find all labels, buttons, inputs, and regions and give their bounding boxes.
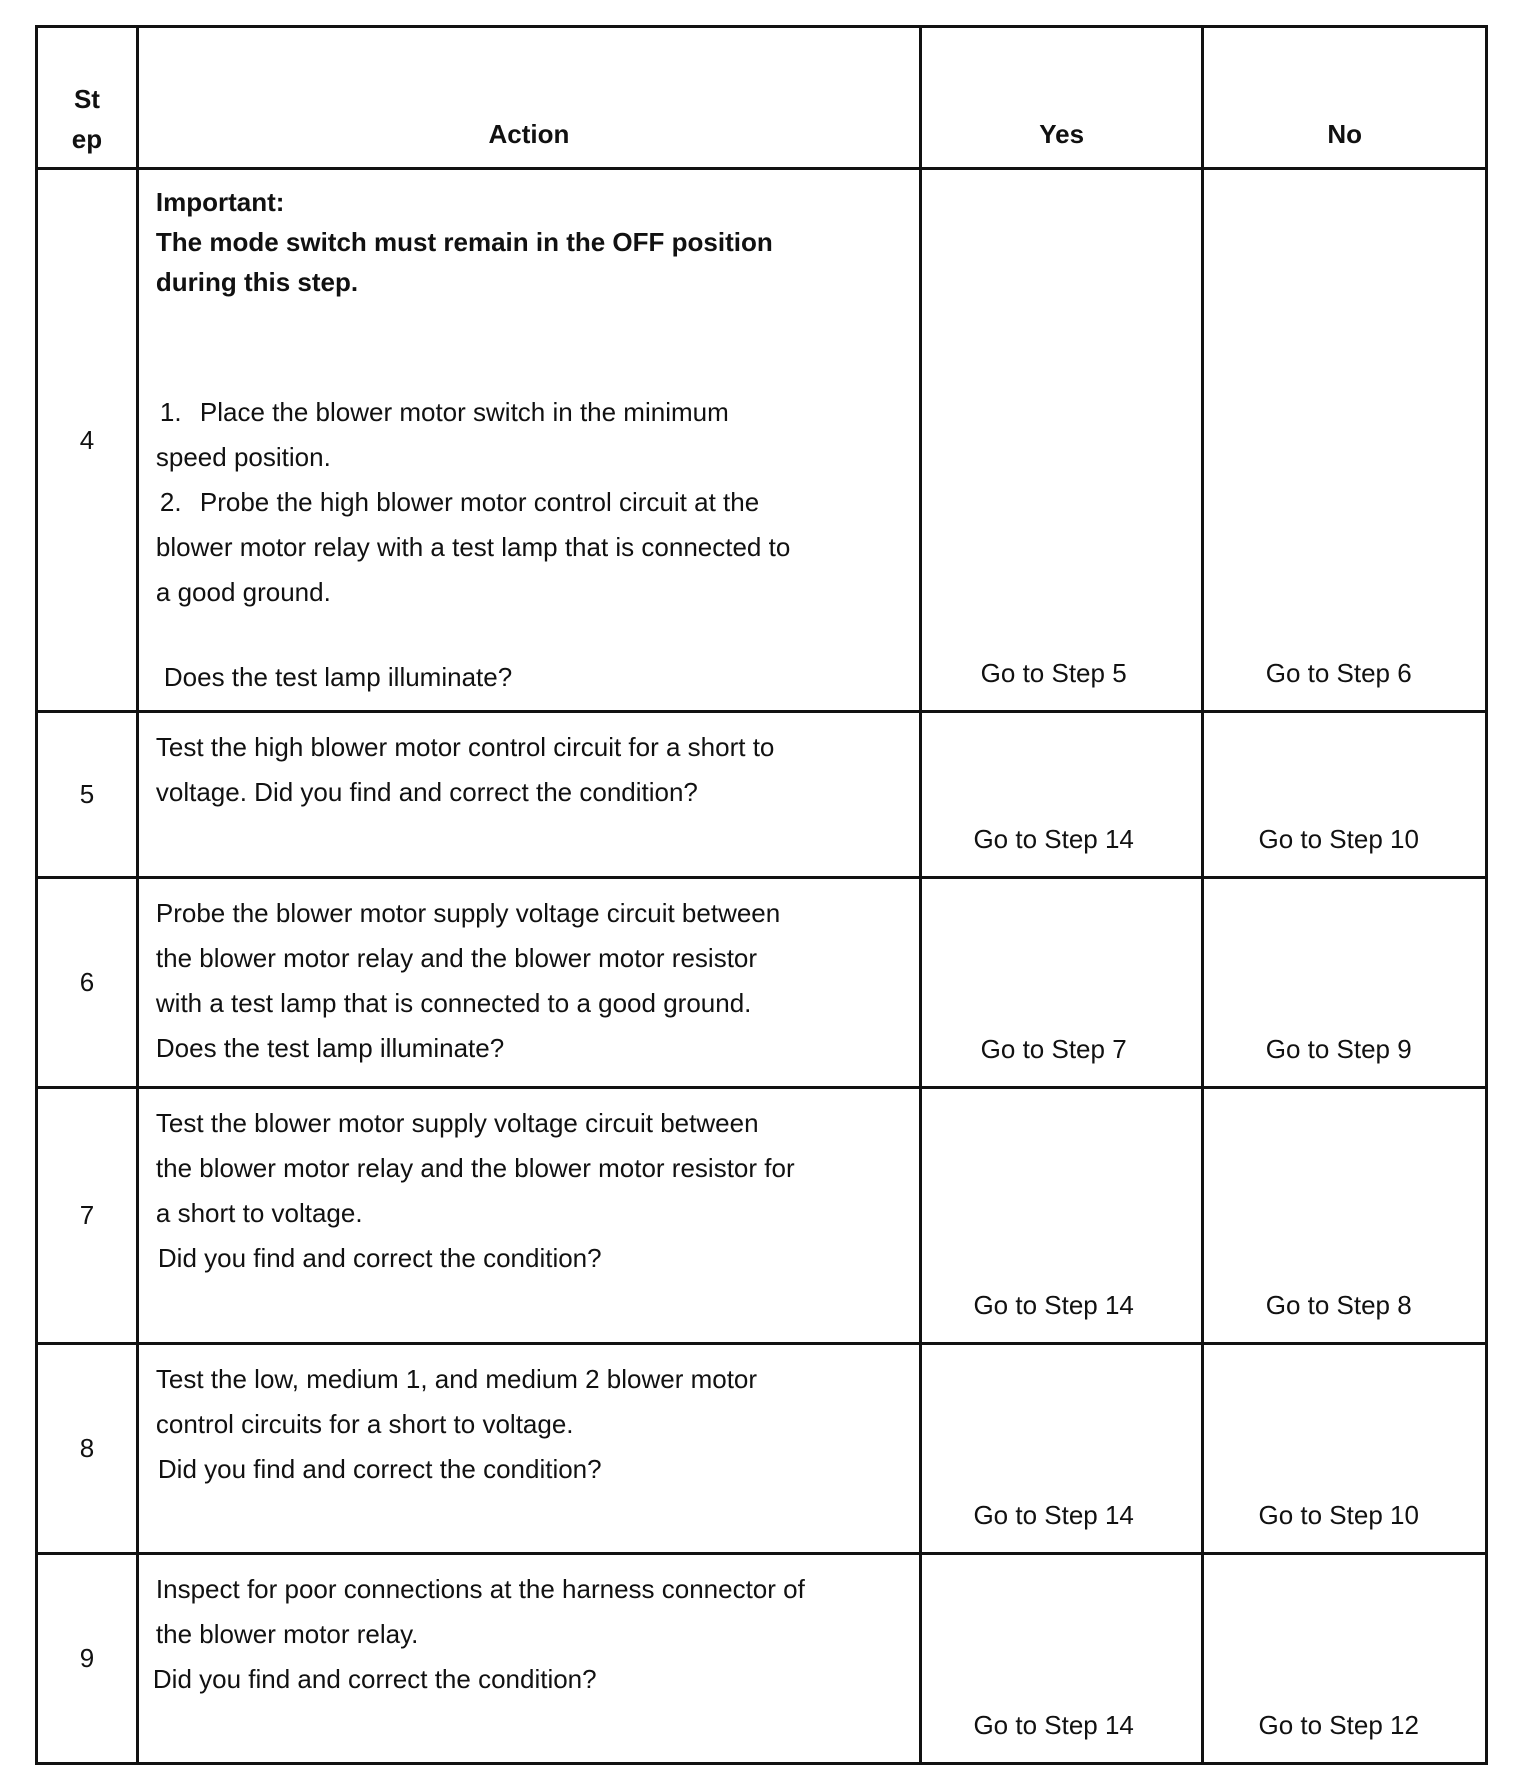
no-link: Go to Step 12 bbox=[1258, 1710, 1419, 1740]
list-item-1-cont: speed position. bbox=[155, 442, 331, 472]
action-cell bbox=[137, 1344, 920, 1554]
table-row-step-5 bbox=[37, 712, 1487, 878]
no-cell bbox=[1203, 712, 1487, 878]
list-item-1 bbox=[156, 390, 901, 435]
header-yes: Yes bbox=[920, 27, 1203, 169]
action-line: Test the low, medium 1, and medium 2 blower motor bbox=[155, 1364, 758, 1394]
list-item-text: Place the blower motor switch in the minimum bbox=[199, 397, 729, 427]
yes-link: Go to Step 5 bbox=[980, 658, 1127, 688]
no-link: Go to Step 6 bbox=[1265, 658, 1412, 688]
question: Does the test lamp illuminate? bbox=[155, 1033, 505, 1063]
list-item-2 bbox=[156, 480, 901, 525]
question: Did you find and correct the condition? bbox=[157, 1454, 602, 1484]
step-number: 6 bbox=[37, 878, 138, 1088]
list-item-number: 1. bbox=[159, 397, 182, 427]
important-text-line2: during this step. bbox=[155, 267, 359, 297]
no-link: Go to Step 10 bbox=[1258, 1500, 1419, 1530]
header-action: Action bbox=[137, 27, 920, 169]
action-cell bbox=[137, 878, 920, 1088]
diagnostic-table bbox=[35, 25, 1488, 1765]
action-line: a short to voltage. bbox=[155, 1198, 363, 1228]
important-text-line1: The mode switch must remain in the OFF position bbox=[155, 227, 773, 257]
table-row-step-9 bbox=[37, 1554, 1487, 1764]
question: Does the test lamp illuminate? bbox=[163, 662, 513, 692]
action-line: Probe the blower motor supply voltage circuit between bbox=[155, 898, 781, 928]
list-item-2-cont: blower motor relay with a test lamp that is connected to bbox=[155, 532, 791, 562]
step-number: 4 bbox=[37, 169, 138, 712]
yes-link: Go to Step 14 bbox=[973, 1500, 1134, 1530]
no-cell bbox=[1203, 1554, 1487, 1764]
no-cell bbox=[1203, 169, 1487, 712]
header-step-line2: ep bbox=[71, 124, 103, 154]
header-step bbox=[37, 27, 138, 169]
table-row-step-7 bbox=[37, 1088, 1487, 1344]
yes-link: Go to Step 14 bbox=[973, 1290, 1134, 1320]
step-number: 7 bbox=[37, 1088, 138, 1344]
no-cell bbox=[1203, 1088, 1487, 1344]
question: Did you find and correct the condition? bbox=[152, 1664, 597, 1694]
yes-link: Go to Step 14 bbox=[973, 824, 1134, 854]
yes-cell bbox=[920, 878, 1203, 1088]
no-cell bbox=[1203, 1344, 1487, 1554]
no-link: Go to Step 8 bbox=[1265, 1290, 1412, 1320]
action-line: the blower motor relay. bbox=[155, 1619, 419, 1649]
action-line: the blower motor relay and the blower motor resistor bbox=[155, 943, 758, 973]
action-line: the blower motor relay and the blower motor resistor for bbox=[155, 1153, 795, 1183]
yes-link: Go to Step 14 bbox=[973, 1710, 1134, 1740]
list-item-number: 2. bbox=[159, 487, 182, 517]
list-item-text: Probe the high blower motor control circuit at the bbox=[199, 487, 760, 517]
question: Did you find and correct the condition? bbox=[157, 1243, 602, 1273]
no-link: Go to Step 9 bbox=[1265, 1034, 1412, 1064]
important-label: Important: bbox=[155, 187, 285, 217]
table-row-step-8 bbox=[37, 1344, 1487, 1554]
action-line: voltage. Did you find and correct the condition? bbox=[155, 777, 698, 807]
action-line: control circuits for a short to voltage. bbox=[155, 1409, 574, 1439]
no-link: Go to Step 10 bbox=[1258, 824, 1419, 854]
step-number: 5 bbox=[37, 712, 138, 878]
action-cell bbox=[137, 712, 920, 878]
header-no: No bbox=[1203, 27, 1487, 169]
action-line: Test the high blower motor control circuit for a short to bbox=[155, 732, 775, 762]
yes-cell bbox=[920, 1344, 1203, 1554]
no-cell bbox=[1203, 878, 1487, 1088]
yes-cell bbox=[920, 1088, 1203, 1344]
list-item-2-cont: a good ground. bbox=[155, 577, 331, 607]
yes-cell bbox=[920, 1554, 1203, 1764]
action-cell bbox=[137, 169, 920, 712]
yes-link: Go to Step 7 bbox=[980, 1034, 1127, 1064]
yes-cell bbox=[920, 169, 1203, 712]
header-row bbox=[37, 27, 1487, 169]
action-line: Inspect for poor connections at the harness connector of bbox=[155, 1574, 805, 1604]
header-step-line1: St bbox=[73, 84, 100, 114]
table-row-step-6 bbox=[37, 878, 1487, 1088]
table-row-step-4 bbox=[37, 169, 1487, 712]
yes-cell bbox=[920, 712, 1203, 878]
action-line: Test the blower motor supply voltage circuit between bbox=[155, 1108, 759, 1138]
action-cell bbox=[137, 1088, 920, 1344]
step-number: 8 bbox=[37, 1344, 138, 1554]
action-line: with a test lamp that is connected to a good ground. bbox=[155, 988, 752, 1018]
step-number: 9 bbox=[37, 1554, 138, 1764]
action-cell bbox=[137, 1554, 920, 1764]
